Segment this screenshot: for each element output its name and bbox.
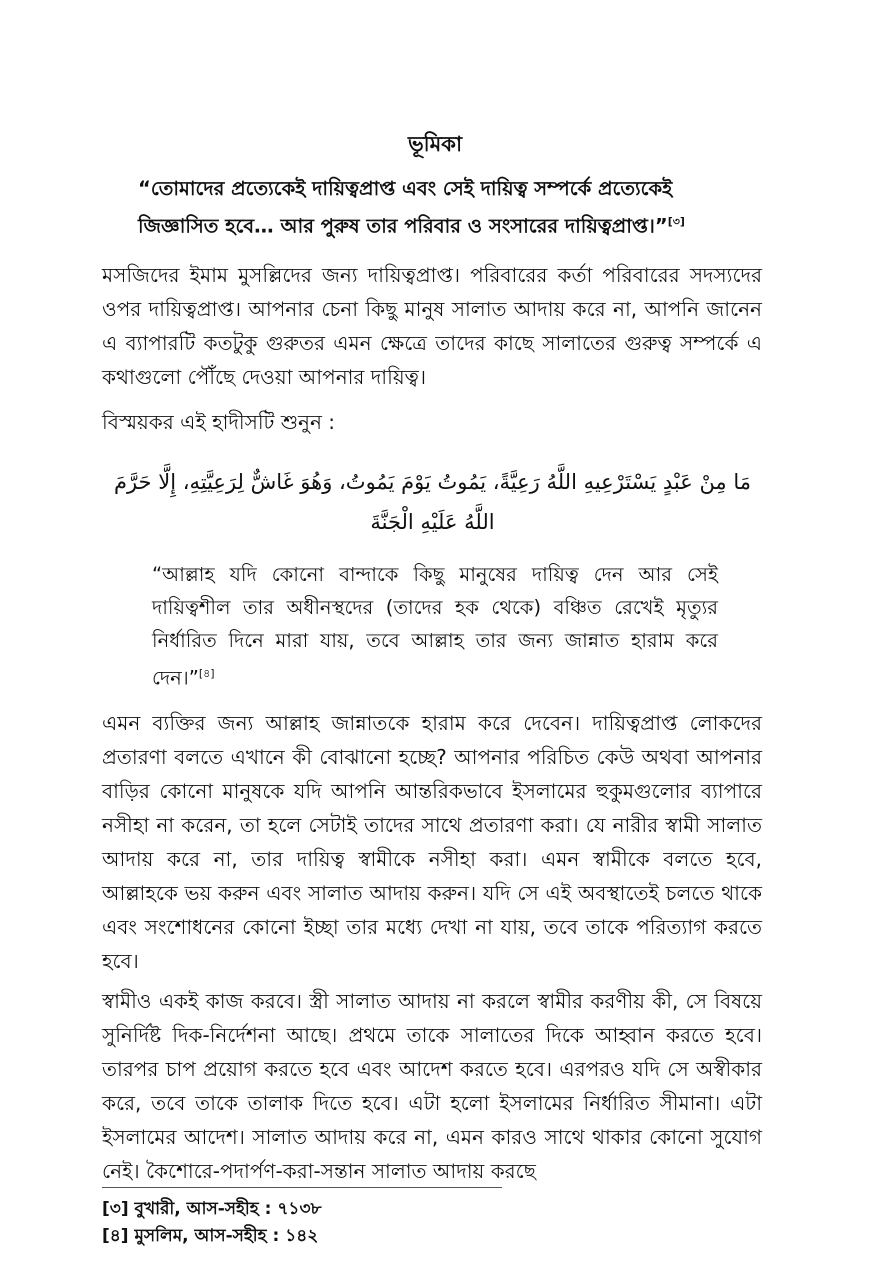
quote-text: “তোমাদের প্রত্যেকেই দায়িত্বপ্রাপ্ত এবং সেই দায়িত্ব সম্পর্কে প্রত্যেকেই জিজ্ঞাসিত হবে… আর পুরুষ তার পরিবার ও সংসারের দায়িত্বপ্রাপ্ত।” xyxy=(138,177,673,238)
paragraph-2: এমন ব্যক্তির জন্য আল্লাহ জান্নাতকে হারাম করে দেবেন। দায়িত্বপ্রাপ্ত লোকদের প্রতারণা বলতে এখানে কী বোঝানো হচ্ছে? আপনার পরিচিত কেউ অথবা আপনার বাড়ির কোনো মানুষকে যদি আপনি আন্তরিকভাবে ইসলামের হুকুমগুলোর ব্যাপারে নসীহা না করেন, তা হলে সেটাই তাদের সাথে প্রতারণা করা। যে নারীর স্বামী সালাত আদায় করে না, তার দায়িত্ব স্বামীকে নসীহা করা। এমন স্বামীকে বলতে হবে, আল্লাহকে ভয় করুন এবং সালাত আদায় করুন। যদি সে এই অবস্থাতেই চলতে থাকে এবং সংশোধনের কোনো ইচ্ছা তার মধ্যে দেখা না যায়, তবে তাকে পরিত্যাগ করতে হবে। xyxy=(102,711,762,973)
footnote-divider xyxy=(102,1187,502,1188)
footnotes xyxy=(102,1196,322,1250)
footnote-3: [৩] বুখারী, আস-সহীহ : ৭১৩৮ xyxy=(102,1199,322,1219)
page-title: ভূমিকা xyxy=(407,132,463,156)
hadith-lead-in: বিস্ময়কর এই হাদীসটি শুনুন : xyxy=(102,410,336,434)
quote-reference: [৩] xyxy=(667,215,685,228)
hadith-translation xyxy=(152,558,718,695)
paragraph-1: মসজিদের ইমাম মুসল্লিদের জন্য দায়িত্বপ্রাপ্ত। পরিবারের কর্তা পরিবারের সদস্যদের ওপর দায়িত্বপ্রাপ্ত। আপনার চেনা কিছু মানুষ সালাত আদায় করে না, আপনি জানেন এ ব্যাপারটি কতটুকু গুরুতর এমন ক্ষেত্রে তাদের কাছে সালাতের গুরুত্ব সম্পর্কে এ কথাগুলো পৌঁছে দেওয়া আপনার দায়িত্ব। xyxy=(102,263,762,389)
paragraph-3: স্বামীও একই কাজ করবে। স্ত্রী সালাত আদায় না করলে স্বামীর করণীয় কী, সে বিষয়ে সুনির্দিষ্ট দিক-নির্দেশনা আছে। প্রথমে তাকে সালাতের দিকে আহ্বান করতে হবে। তারপর চাপ প্রয়োগ করতে হবে এবং আদেশ করতে হবে। এরপরও যদি সে অস্বীকার করে, তবে তাকে তালাক দিতে হবে। এটা হলো ইসলামের নির্ধারিত সীমানা। এটা ইসলামের আদেশ। সালাত আদায় করে না, এমন কারও সাথে থাকার কোনো সুযোগ নেই। কৈশোরে-পদার্পণ-করা-সন্তান সালাত আদায় করছে xyxy=(102,989,762,1183)
opening-quote xyxy=(138,172,748,243)
hadith-reference: [৪] xyxy=(198,667,215,680)
footnote-4: [৪] মুসলিম, আস-সহীহ : ১৪২ xyxy=(102,1226,319,1246)
hadith-text: “আল্লাহ যদি কোনো বান্দাকে কিছু মানুষের দায়িত্ব দেন আর সেই দায়িত্বশীল তার অধীনস্থদের (তাদের হক থেকে) বঞ্চিত রেখেই মৃত্যুর নির্ধারিত দিনে মারা যায়, তবে আল্লাহ তার জন্য জান্নাত হারাম করে দেন।” xyxy=(152,563,718,690)
arabic-hadith: مَا مِنْ عَبْدٍ يَسْتَرْعِيهِ اللَّهُ رَعِيَّةً، يَمُوتُ يَوْمَ يَمُوتُ، وَهُوَ غَاشٌّ لِرَعِيَّتِهِ، إِلَّا حَرَّمَ اللَّهُ عَلَيْهِ الْجَنَّةَ xyxy=(113,470,752,534)
